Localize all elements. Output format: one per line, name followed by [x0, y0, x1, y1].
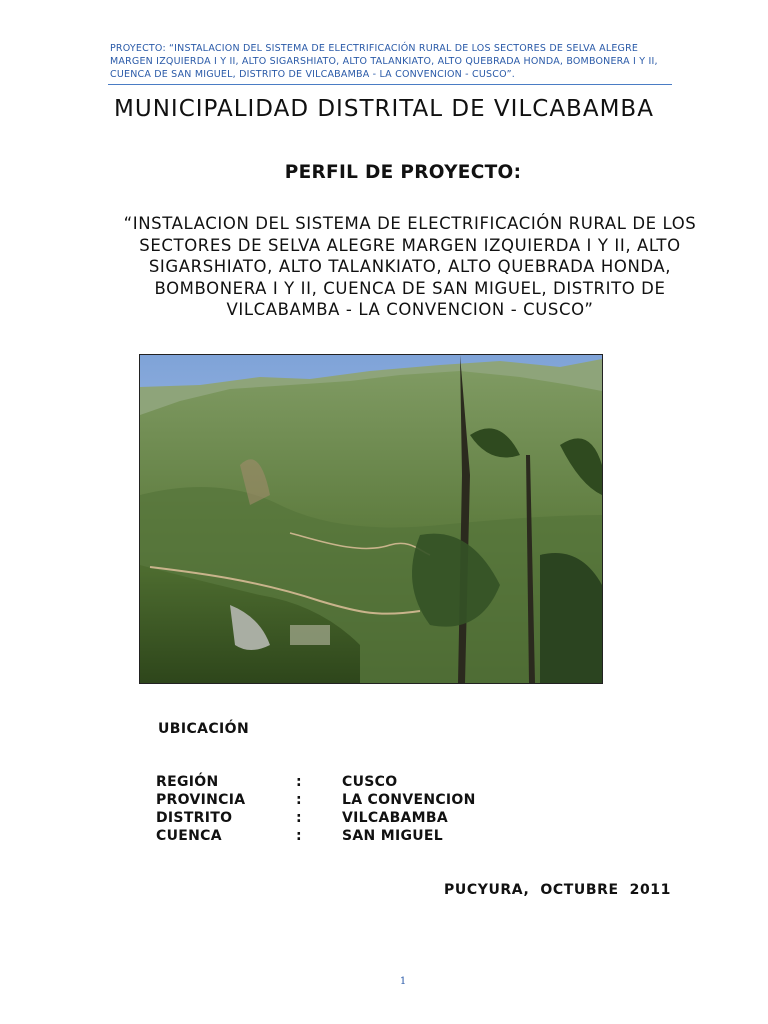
location-row-province	[156, 792, 576, 810]
location-separator: :	[296, 828, 302, 844]
project-name	[110, 213, 710, 321]
location-row-district	[156, 810, 576, 828]
location-value: SAN MIGUEL	[342, 828, 443, 844]
location-key: DISTRITO	[156, 810, 233, 826]
location-value: VILCABAMBA	[342, 810, 449, 826]
location-row-basin	[156, 828, 576, 846]
header-project-text: PROYECTO: “INSTALACION DEL SISTEMA DE ELECTRIFICACIÓN RURAL DE LOS SECTORES DE SELVA ALEGRE MARGEN IZQUIERDA I Y II, ALTO SIGARSHIATO, ALTO TALANKIATO, ALTO QUEBRADA HONDA, BOMBONERA I Y II, CUENCA DE SAN MIGUEL, DISTRITO DE VILCABAMBA - LA CONVENCION - CUSCO”.	[110, 43, 658, 80]
place-and-date: PUCYURA, OCTUBRE 2011	[444, 882, 671, 898]
profile-title: PERFIL DE PROYECTO:	[284, 162, 522, 183]
municipality-title: MUNICIPALIDAD DISTRITAL DE VILCABAMBA	[114, 96, 654, 122]
project-name-line: SECTORES DE SELVA ALEGRE MARGEN IZQUIERDA I Y II, ALTO	[139, 235, 681, 255]
location-heading: UBICACIÓN	[158, 721, 250, 737]
location-value: LA CONVENCION	[342, 792, 476, 808]
project-name-line: BOMBONERA I Y II, CUENCA DE SAN MIGUEL, DISTRITO DE	[154, 278, 666, 298]
location-value: CUSCO	[342, 774, 398, 790]
location-row-region	[156, 774, 576, 792]
header-divider	[108, 84, 672, 85]
page-number: 1	[399, 976, 407, 987]
project-name-line: “INSTALACION DEL SISTEMA DE ELECTRIFICACIÓN RURAL DE LOS	[123, 214, 697, 233]
project-name-line: VILCABAMBA - LA CONVENCION - CUSCO”	[226, 300, 594, 319]
project-name-line: SIGARSHIATO, ALTO TALANKIATO, ALTO QUEBRADA HONDA,	[148, 257, 672, 276]
location-key: REGIÓN	[156, 774, 219, 790]
location-separator: :	[296, 810, 302, 826]
location-key: PROVINCIA	[156, 792, 246, 808]
location-separator: :	[296, 774, 302, 790]
location-key: CUENCA	[156, 828, 222, 844]
landscape-photo	[139, 354, 603, 684]
location-separator: :	[296, 792, 302, 808]
